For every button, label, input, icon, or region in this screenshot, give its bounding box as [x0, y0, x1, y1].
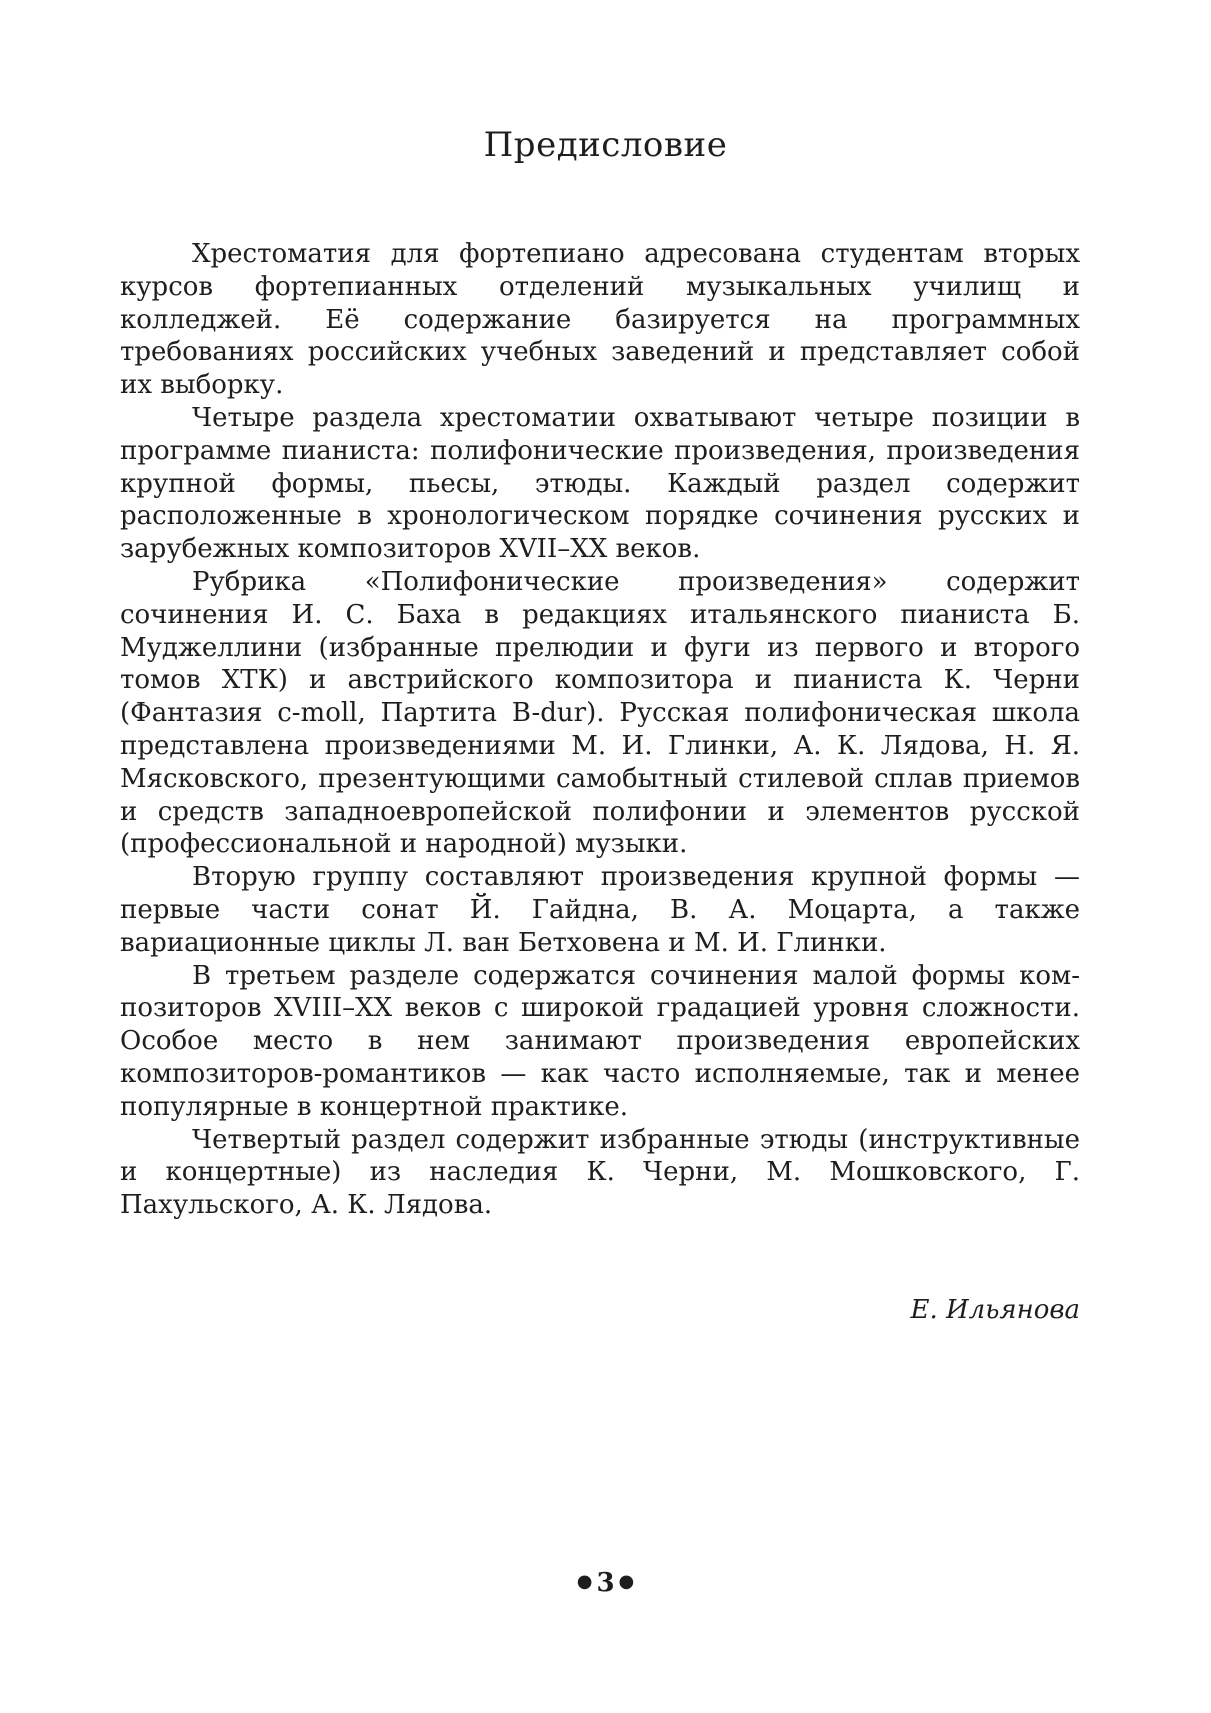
- preface-body: [120, 238, 1080, 1222]
- page-number: [0, 1568, 1211, 1598]
- page-number-value: 3: [596, 1568, 615, 1598]
- paragraph-2: Четыре раздела хрестоматии охватывают четыре позиции в программе пианиста: полифонические произведения, произведения крупной формы, пьесы, этюды. Каждый раздел содержит расположенные в хронологическом порядке сочинения русских и зарубежных композиторов XVII–XX веков.: [120, 402, 1080, 565]
- paragraph-3: Рубрика «Полифонические произведения» содержит сочинения И. С. Баха в редакциях итальянского пианиста Б. Муджеллини (избранные прелюдии и фуги из первого и второго томов ХТК) и австрийского композитора и пианиста К. Черни (Фантазия c-moll, Партита B-dur). Русская полифоническая школа представлена произведениями М. И. Глинки, А. К. Лядова, Н. Я. Мясковского, презентующими самобытный стилевой сплав приемов и средств западноевропейской полифонии и элементов русской (профессиональной и народной) музыки.: [120, 566, 1080, 860]
- bullet-left-icon: ●: [576, 1571, 593, 1592]
- paragraph-4: Вторую группу составляют произведения крупной формы — первые части сонат Й. Гайдна, В. А. Моцарта, а также вариационные циклы Л. ван Бетховена и М. И. Глинки.: [120, 862, 1080, 958]
- paragraph-1: Хрестоматия для фортепиано адресована студентам вторых курсов фортепианных отделений музыкальных училищ и колледжей. Её содержание базируется на программных требованиях российских учебных заведений и представляет собой их выборку.: [120, 239, 1080, 401]
- page-title: Предисловие: [483, 125, 728, 165]
- paragraph-6: Четвертый раздел содержит избранные этюды (инструктивные и концертные) из наследия К. Черни, М. Мошковского, Г. Пахульского, А. К. Лядова.: [120, 1124, 1080, 1221]
- bullet-right-icon: ●: [618, 1571, 635, 1592]
- author-signature: Е. Ильянова: [910, 1295, 1080, 1325]
- paragraph-5: В третьем разделе содержатся сочинения малой формы композиторов XVIII–XX веков с широкой градацией уровня сложности. Особое место в нем занимают произведения европейских композиторов-романтиков — как часто исполняемые, так и менее популярные в концертной практике.: [120, 960, 1080, 1122]
